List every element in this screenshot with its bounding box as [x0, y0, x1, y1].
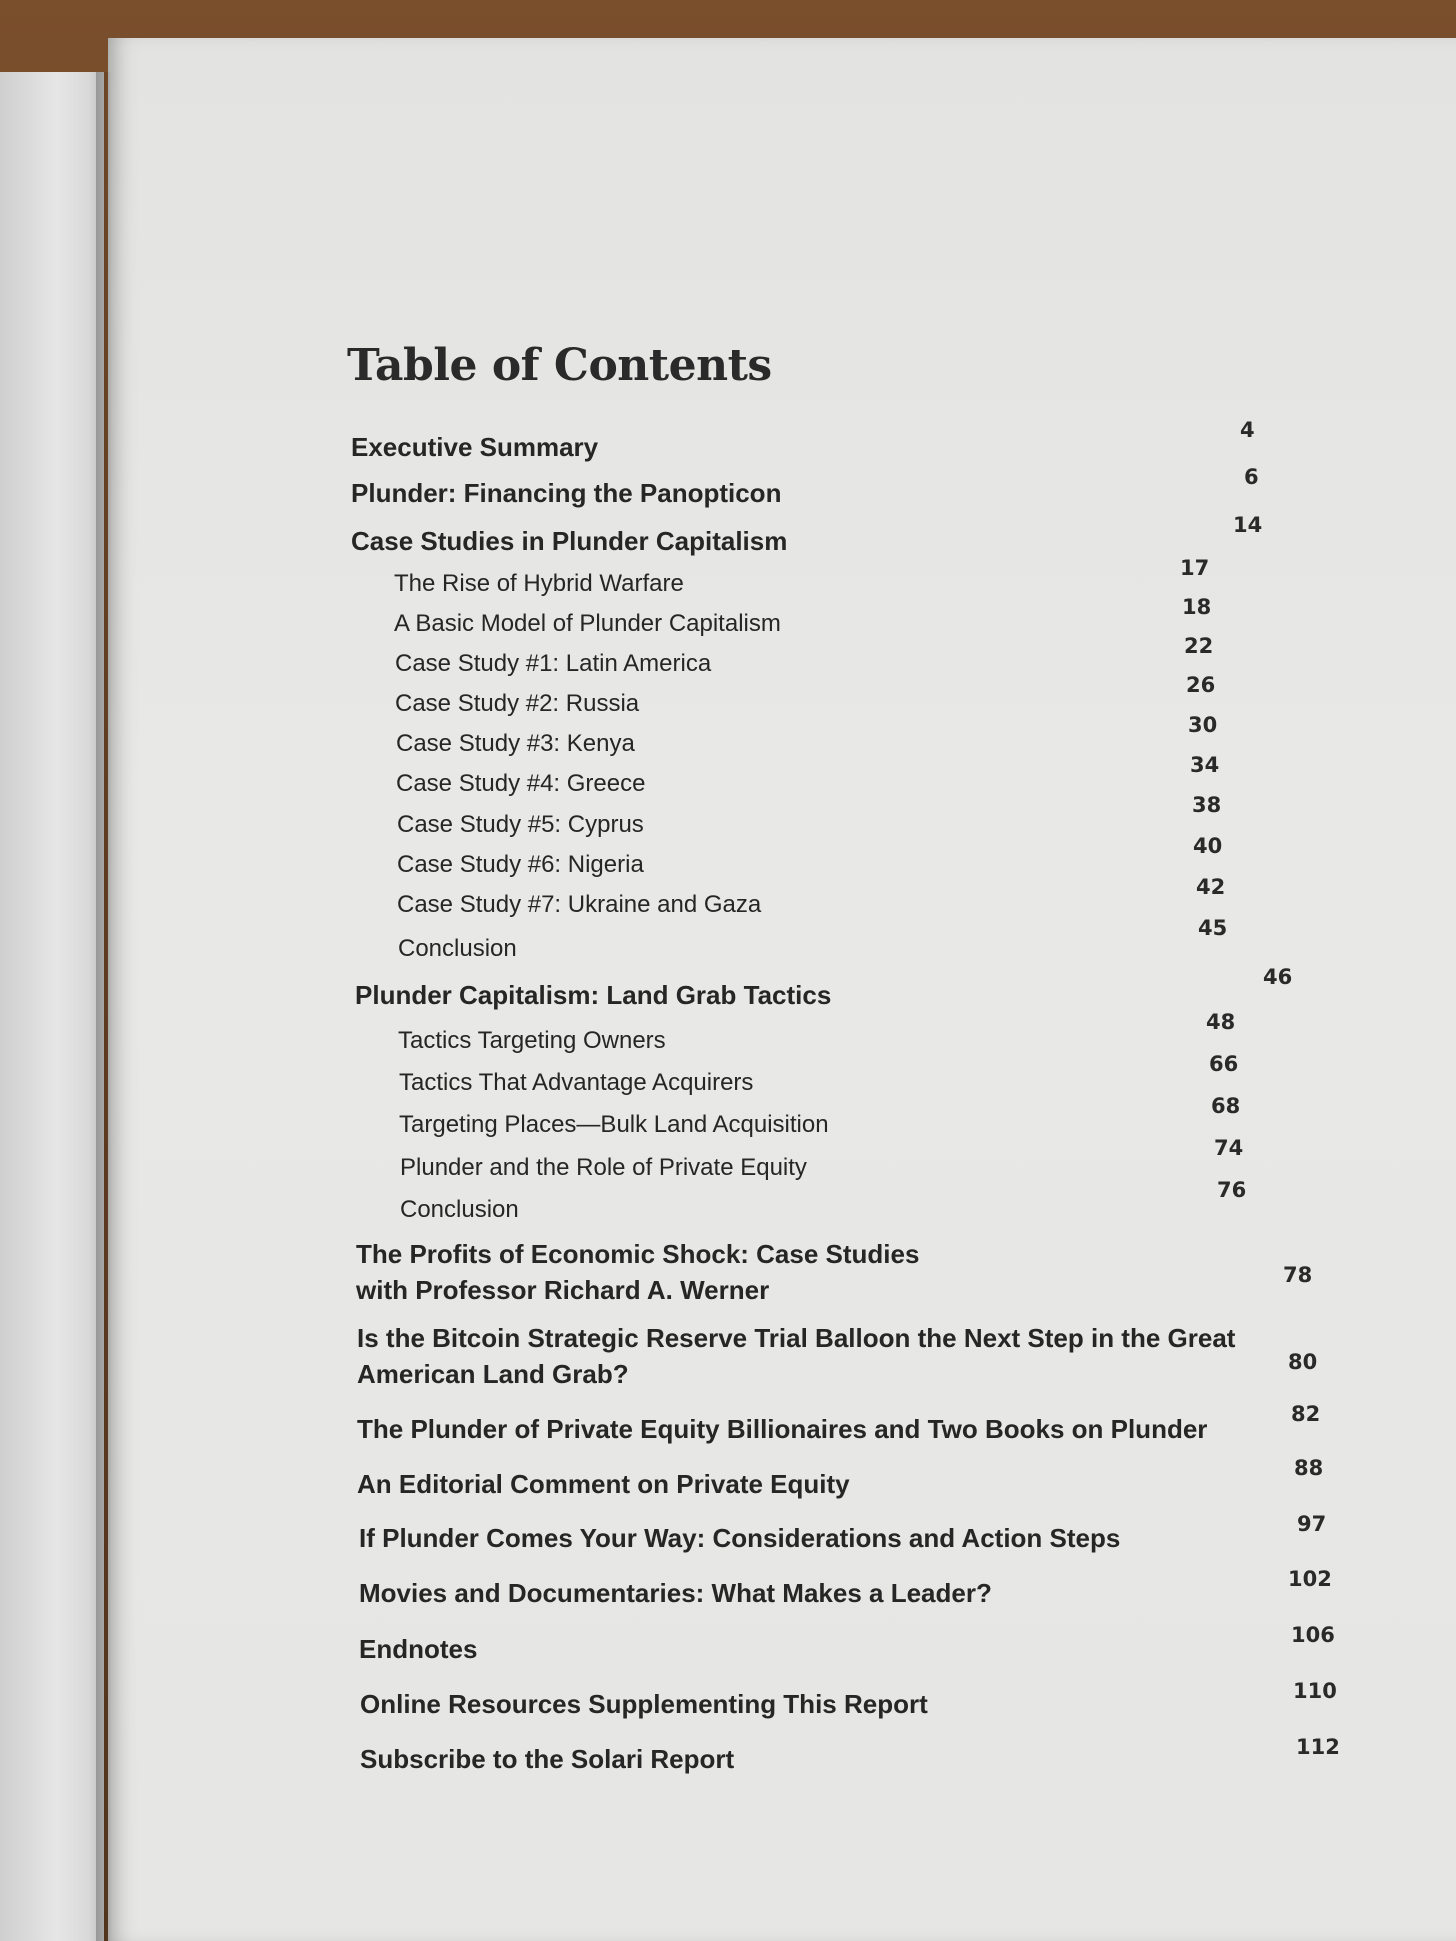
left-page-edge — [0, 72, 104, 1941]
toc-entry-title: If Plunder Comes Your Way: Considerations and Action Steps — [359, 1523, 1121, 1553]
toc-page-number: 102 — [1288, 1567, 1332, 1591]
toc-page-number: 82 — [1291, 1402, 1321, 1426]
toc-entry-title: Movies and Documentaries: What Makes a Leader? — [359, 1578, 992, 1608]
toc-page-number: 4 — [1240, 418, 1255, 442]
toc-subentry-title: Case Study #2: Russia — [395, 690, 640, 717]
toc-page-number: 42 — [1196, 875, 1226, 899]
toc-page-number: 66 — [1209, 1052, 1239, 1076]
page-title: Table of Contents — [347, 340, 772, 391]
toc-page-number: 14 — [1233, 513, 1263, 537]
toc-entry-title: Online Resources Supplementing This Report — [360, 1689, 928, 1719]
toc-entry-title: Endnotes — [359, 1634, 478, 1664]
toc-page-number: 48 — [1206, 1010, 1236, 1034]
toc-page-number: 18 — [1182, 595, 1212, 619]
toc-page-number: 46 — [1263, 965, 1293, 989]
toc-page-number: 88 — [1294, 1456, 1324, 1480]
toc-subentry-title: Tactics Targeting Owners — [398, 1027, 666, 1054]
toc-page-number: 34 — [1190, 753, 1220, 777]
toc-entry-title: Case Studies in Plunder Capitalism — [351, 526, 788, 556]
toc-subentry-title: Case Study #4: Greece — [396, 770, 646, 797]
toc-entry-title: Plunder: Financing the Panopticon — [351, 478, 782, 508]
toc-entry-title: Plunder Capitalism: Land Grab Tactics — [355, 980, 832, 1010]
toc-subentry-title: Case Study #1: Latin America — [395, 650, 712, 677]
spine-shadow — [96, 72, 112, 1941]
toc-page-number: 40 — [1193, 834, 1223, 858]
toc-page-number: 38 — [1192, 793, 1222, 817]
toc-page-number: 112 — [1296, 1735, 1340, 1759]
toc-subentry-title: Conclusion — [398, 935, 517, 962]
toc-page-number: 74 — [1214, 1136, 1244, 1160]
toc-page-number: 80 — [1288, 1350, 1318, 1374]
toc-page-number: 6 — [1244, 465, 1259, 489]
toc-page-number: 76 — [1217, 1178, 1247, 1202]
toc-page-number: 110 — [1293, 1679, 1337, 1703]
toc-subentry-title: Targeting Places—Bulk Land Acquisition — [399, 1111, 829, 1138]
toc-subentry-title: Case Study #5: Cyprus — [397, 811, 644, 838]
toc-subentry-title: Conclusion — [400, 1196, 519, 1223]
toc-page-number: 30 — [1188, 713, 1218, 737]
toc-subentry-title: Plunder and the Role of Private Equity — [400, 1154, 807, 1181]
toc-entry-title: Subscribe to the Solari Report — [360, 1744, 735, 1774]
toc-page-number: 17 — [1180, 556, 1210, 580]
toc-page-number: 78 — [1283, 1263, 1313, 1287]
toc-subentry-title: Tactics That Advantage Acquirers — [399, 1069, 754, 1096]
toc-subentry-title: Case Study #3: Kenya — [396, 730, 635, 757]
toc-entry-title: Executive Summary — [351, 432, 599, 462]
toc-page-number: 68 — [1211, 1094, 1241, 1118]
toc-page-number: 26 — [1186, 673, 1216, 697]
toc-subentry-title: The Rise of Hybrid Warfare — [394, 570, 684, 597]
toc-entry-title: Is the Bitcoin Strategic Reserve Trial Balloon the Next Step in the Great American Land Grab? — [357, 1323, 1236, 1389]
toc-subentry-title: Case Study #7: Ukraine and Gaza — [397, 891, 762, 918]
toc-entry-title: The Plunder of Private Equity Billionaires and Two Books on Plunder — [357, 1414, 1208, 1444]
toc-subentry-title: Case Study #6: Nigeria — [397, 851, 644, 878]
toc-page-number: 45 — [1198, 916, 1228, 940]
toc-page-number: 106 — [1291, 1623, 1335, 1647]
toc-page-number: 97 — [1297, 1512, 1327, 1536]
toc-subentry-title: A Basic Model of Plunder Capitalism — [394, 610, 781, 637]
toc-entry-title: An Editorial Comment on Private Equity — [357, 1469, 850, 1499]
toc-page-number: 22 — [1184, 634, 1214, 658]
toc-entry-title: The Profits of Economic Shock: Case Studies with Professor Richard A. Werner — [356, 1239, 920, 1305]
